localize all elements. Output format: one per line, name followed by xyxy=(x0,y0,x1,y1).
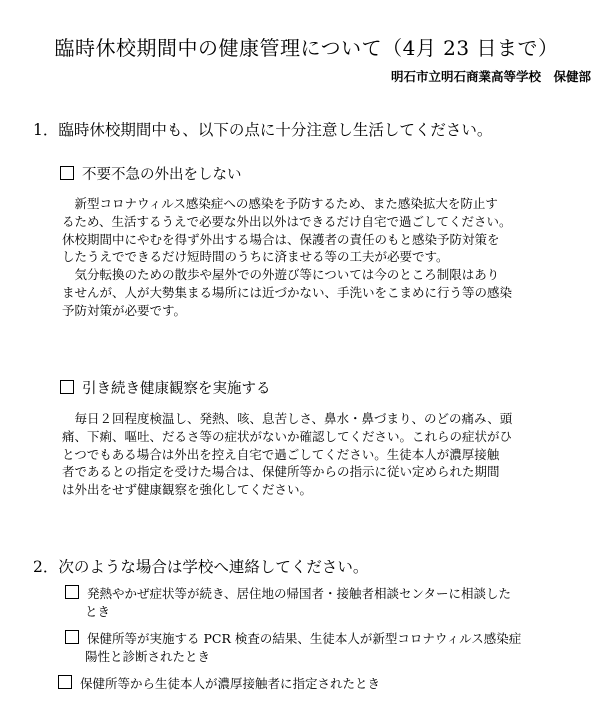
checkbox-icon xyxy=(60,380,74,394)
list-item-line: とき xyxy=(85,604,111,619)
section2-item-1 xyxy=(65,585,511,621)
section1-item2-label xyxy=(60,377,271,398)
section1-item2-paragraph xyxy=(62,410,512,499)
checkbox-icon xyxy=(65,630,79,644)
checkbox-icon xyxy=(65,585,79,599)
section2-item-3 xyxy=(58,675,380,693)
paragraph-line: るため、生活するうえで必要な外出以外はできるだけ自宅で過ごしてください。 xyxy=(62,213,512,229)
paragraph-line: 気分転換のための散歩や屋外での外遊び等については今のところ制限はあり xyxy=(62,267,500,283)
section1-item2-text: 引き続き健康観察を実施する xyxy=(82,381,271,397)
list-item-line: 保健所等から生徒本人が濃厚接触者に指定されたとき xyxy=(80,676,381,691)
section1-item1-label xyxy=(60,163,242,184)
paragraph-line: は外出をせず健康観察を強化してください。 xyxy=(62,482,313,498)
paragraph-line: 新型コロナウィルス感染症への感染を予防するため、また感染拡大を防止す xyxy=(62,196,498,211)
list-item-line: 陽性と診断されたとき xyxy=(85,649,211,664)
paragraph-line: 者であるとの指定を受けた場合は、保健所等からの指示に従い定められた期間 xyxy=(62,464,500,480)
paragraph-line: 痛、下痢、嘔吐、だるさ等の症状がないか確認してください。これらの症状がひ xyxy=(62,428,513,444)
organization-name: 明石市立明石商業高等学校 保健部 xyxy=(390,69,591,84)
paragraph-line: 休校期間中にやむを得ず外出する場合は、保護者の責任のもと感染予防対策を xyxy=(62,231,500,247)
paragraph-line: 予防対策が必要です。 xyxy=(62,302,187,318)
list-item-line: 保健所等が実施する PCR 検査の結果、生徒本人が新型コロナウィルス感染症 xyxy=(87,631,522,646)
paragraph-line: とつでもある場合は外出を控え自宅で過ごしてください。生徒本人が濃厚接触 xyxy=(62,446,500,462)
checkbox-icon xyxy=(58,675,72,689)
paragraph-line: したうえでできるだけ短時間のうちに済ませる等の工夫が必要です。 xyxy=(62,249,449,265)
section1-item1-text: 不要不急の外出をしない xyxy=(82,167,242,183)
checkbox-icon xyxy=(60,166,74,180)
list-item-line: 発熱やかぜ症状等が続き、居住地の帰国者・接触者相談センターに相談した xyxy=(87,586,512,601)
paragraph-line: ませんが、人が大勢集まる場所には近づかない、手洗いをこまめに行う等の感染 xyxy=(62,284,513,300)
section1-item1-paragraph xyxy=(62,195,512,320)
section2-heading: 2．次のような場合は学校へ連絡してください。 xyxy=(33,558,369,576)
section2-item-2 xyxy=(65,630,521,666)
paragraph-line: 毎日２回程度検温し、発熱、咳、息苦しさ、鼻水・鼻づまり、のどの痛み、頭 xyxy=(62,411,513,426)
page-title: 臨時休校期間中の健康管理について（4月 23 日まで） xyxy=(54,36,559,60)
section1-heading: 1．臨時休校期間中も、以下の点に十分注意し生活してください。 xyxy=(33,121,493,139)
